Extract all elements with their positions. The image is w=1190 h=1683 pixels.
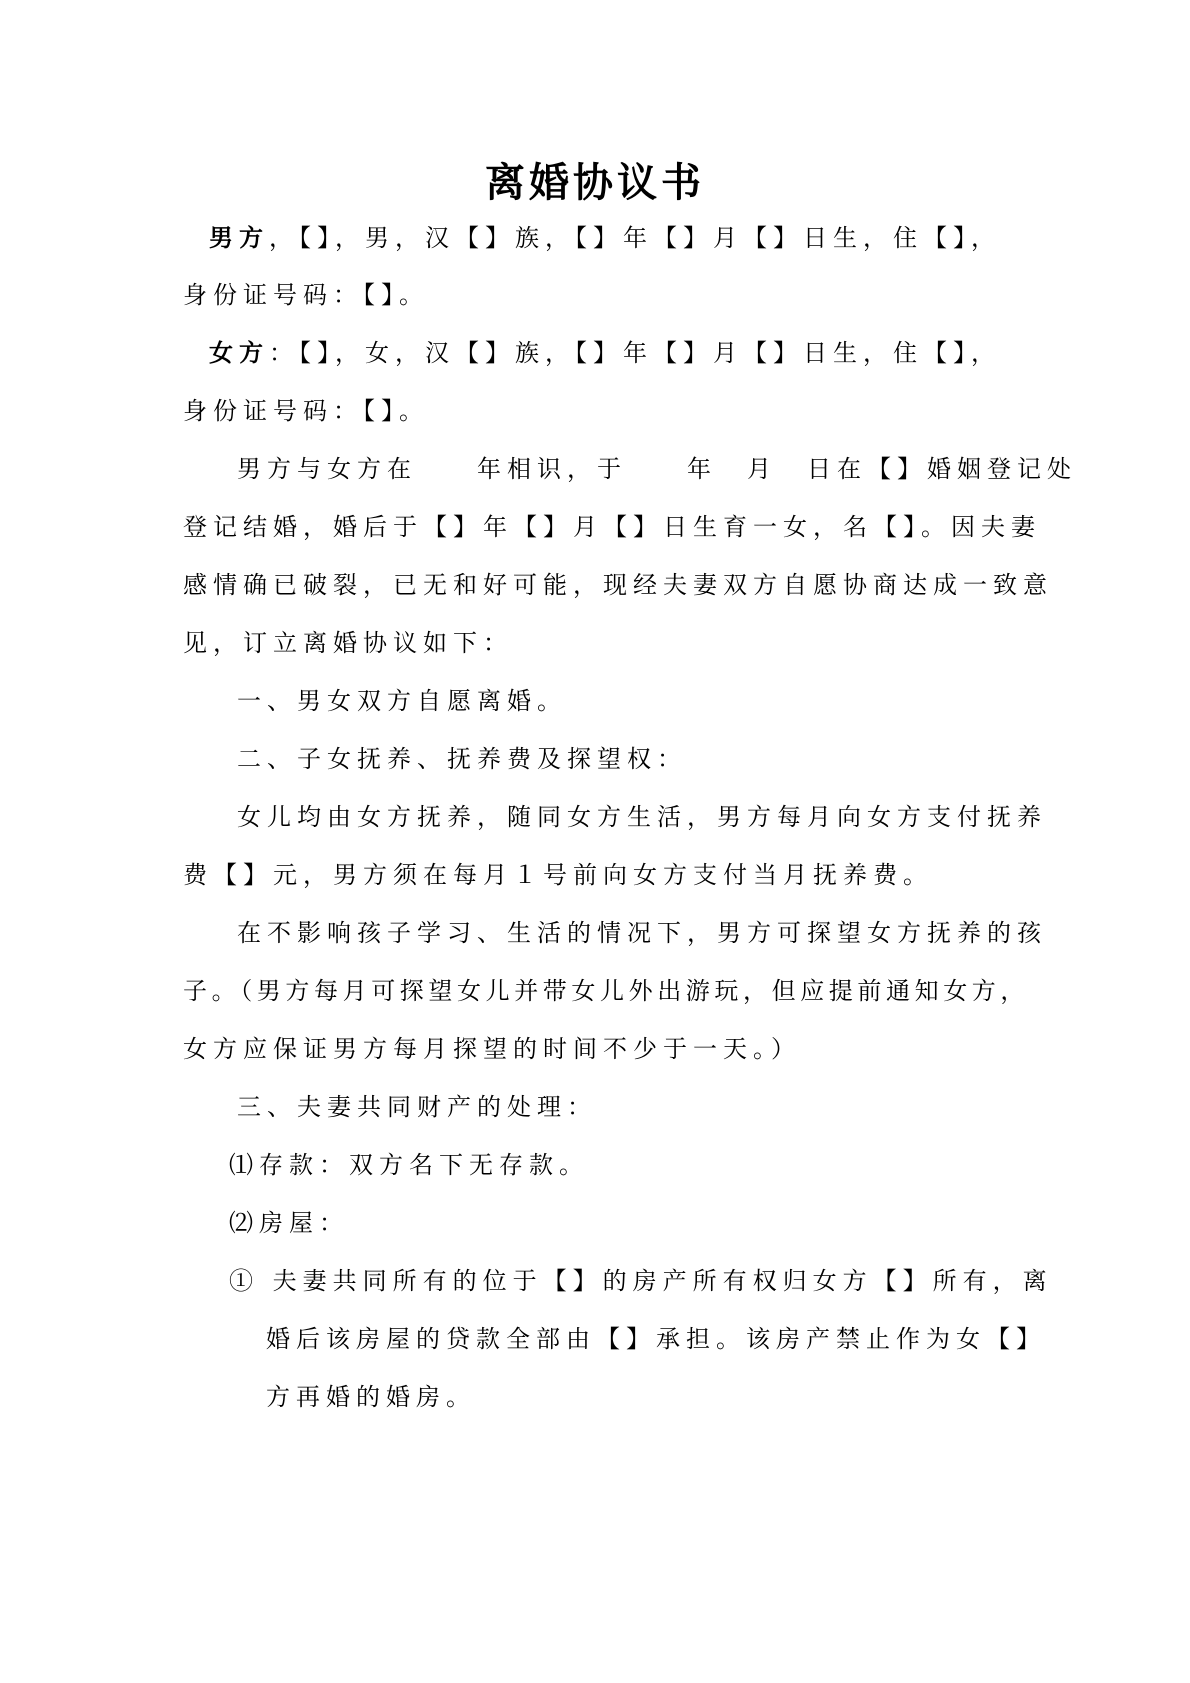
female-party-line-1 (209, 337, 1001, 369)
clause-2-paragraph-line: 费【】元，男方须在每月１号前向女方支付当月抚养费。 (183, 861, 933, 889)
male-party-details: ，【】，男，汉【】族，【】年【】月【】日生，住【】， (269, 224, 1001, 252)
intro-line: 见，订立离婚协议如下： (183, 629, 513, 657)
housing-subitem-line: 婚后该房屋的贷款全部由【】承担。该房产禁止作为女【】 (266, 1325, 1046, 1353)
document-title: 离婚协议书 (485, 159, 705, 206)
intro-line: 感情确已破裂，已无和好可能，现经夫妻双方自愿协商达成一致意 (183, 571, 1053, 599)
intro-line: 男方与女方在 年相识，于 年 月 日在【】婚姻登记处 (237, 455, 1077, 483)
clause-3-heading: 三、夫妻共同财产的处理： (237, 1093, 597, 1121)
female-party-label: 女方 (209, 338, 269, 367)
clause-3-item-savings: ⑴存款：双方名下无存款。 (229, 1151, 589, 1179)
male-party-label: 男方 (209, 223, 269, 252)
clause-3-item-housing: ⑵房屋： (229, 1209, 349, 1237)
clause-2-paragraph-line: 子。（男方每月可探望女儿并带女儿外出游玩，但应提前通知女方， (183, 977, 1029, 1005)
housing-subitem-line: 方再婚的婚房。 (266, 1383, 476, 1411)
clause-1: 一、男女双方自愿离婚。 (237, 687, 567, 715)
clause-2-paragraph-line: 女方应保证男方每月探望的时间不少于一天。） (183, 1035, 801, 1063)
male-party-id: 身份证号码：【】。 (183, 281, 429, 309)
clause-2-heading: 二、子女抚养、抚养费及探望权： (237, 745, 687, 773)
male-party-line-1 (209, 222, 1001, 254)
clause-2-paragraph-line: 在不影响孩子学习、生活的情况下，男方可探望女方抚养的孩 (237, 919, 1047, 947)
intro-line: 登记结婚，婚后于【】年【】月【】日生育一女，名【】。因夫妻 (183, 513, 1041, 541)
female-party-id: 身份证号码：【】。 (183, 397, 429, 425)
female-party-details: ：【】，女，汉【】族，【】年【】月【】日生，住【】， (269, 339, 1001, 367)
clause-2-paragraph-line: 女儿均由女方抚养，随同女方生活，男方每月向女方支付抚养 (237, 803, 1047, 831)
housing-subitem-line: ① 夫妻共同所有的位于【】的房产所有权归女方【】所有，离 (229, 1267, 1053, 1295)
